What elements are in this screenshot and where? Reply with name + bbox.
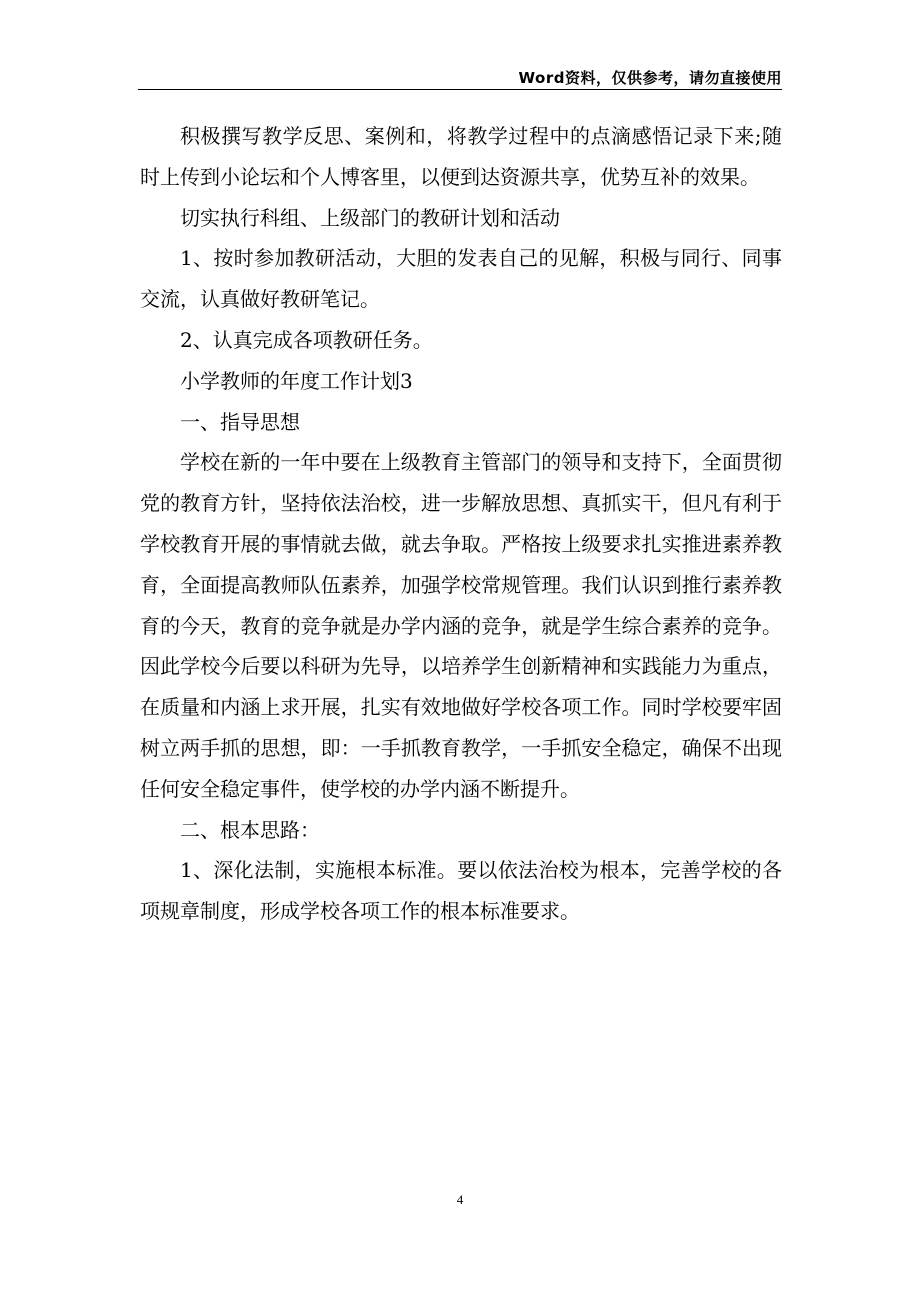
paragraph-research-plan: 切实执行科组、上级部门的教研计划和活动 (180, 205, 560, 230)
heading-basic-ideas: 二、根本思路： (180, 817, 320, 842)
header-divider (138, 89, 782, 90)
paragraph-item-2: 2、认真完成各项教研任务。 (180, 327, 433, 352)
paragraph-item-1: 1、按时参加教研活动，大胆的发表自己的见解，积极与同行、同事交流，认真做好教研笔记。 (140, 246, 782, 312)
heading-guiding-thought: 一、指导思想 (180, 409, 300, 434)
document-body (140, 116, 782, 932)
paragraph-guiding-thought: 学校在新的一年中要在上级教育主管部门的领导和支持下，全面贯彻党的教育方针，坚持依法治校，进一步解放思想、真抓实干，但凡有利于学校教育开展的事情就去做，就去争取。严格按上级要求扎实推进素养教育，全面提高教师队伍素养，加强学校常规管理。我们认识到推行素养教育的今天，教育的竞争就是办学内涵的竞争，就是学生综合素养的竞争。因此学校今后要以科研为先导，以培养学生创新精神和实践能力为重点，在质量和内涵上求开展，扎实有效地做好学校各项工作。同时学校要牢固树立两手抓的思想，即：一手抓教育教学，一手抓安全稳定，确保不出现任何安全稳定事件，使学校的办学内涵不断提升。 (140, 450, 782, 801)
paragraph-basic-idea-1: 1、深化法制，实施根本标准。要以依法治校为根本，完善学校的各项规章制度，形成学校各项工作的根本标准要求。 (140, 858, 782, 924)
paragraph-reflection: 积极撰写教学反思、案例和，将教学过程中的点滴感悟记录下来;随时上传到小论坛和个人博客里，以便到达资源共享，优势互补的效果。 (140, 124, 782, 189)
section-title: 小学教师的年度工作计划3 (180, 368, 413, 393)
header-disclaimer: Word资料，仅供参考，请勿直接使用 (518, 69, 782, 87)
page-number: 4 (456, 1192, 464, 1207)
